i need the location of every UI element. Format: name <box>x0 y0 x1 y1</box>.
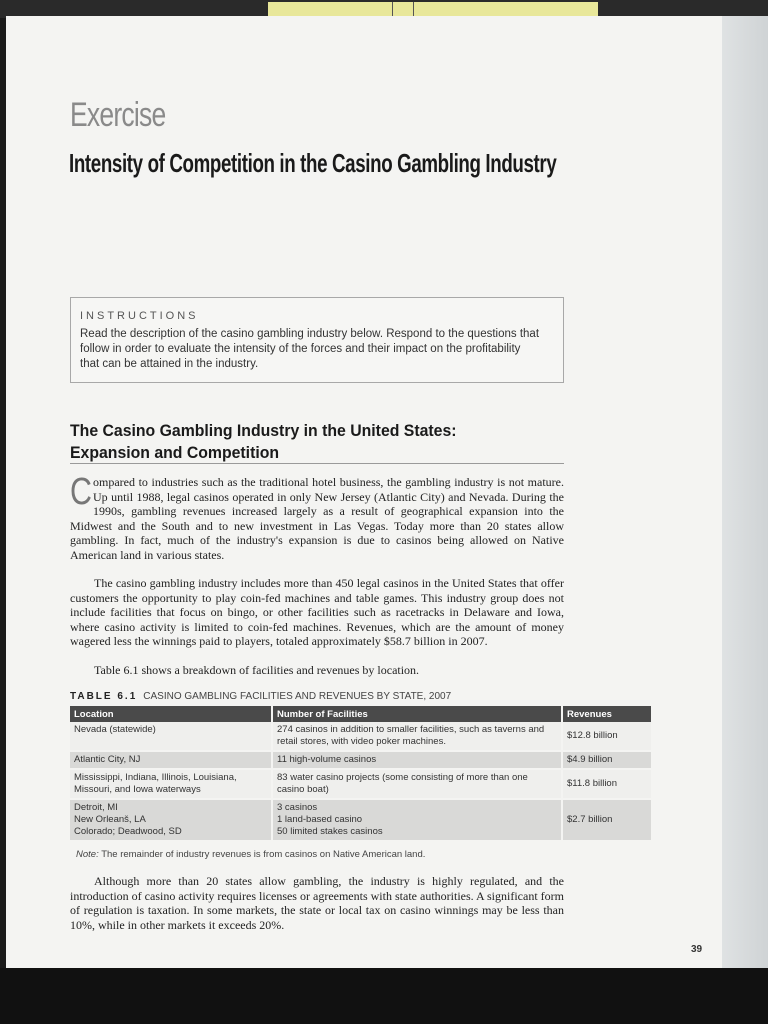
exercise-label: Exercise <box>70 96 166 134</box>
facility-line: 1 land-based casino <box>277 814 363 825</box>
instructions-text: Read the description of the casino gambling industry below. Respond to the questions that follow in order to evaluate the intensity of the forces and their impact on the profitability that can be attained in the industry. <box>80 328 540 370</box>
facilities-cell: 274 casinos in addition to smaller facilities, such as taverns and retail stores, with video poker machines. <box>272 722 562 751</box>
revenues-cell: $4.9 billion <box>562 751 651 769</box>
instructions-label: INSTRUCTIONS <box>80 310 199 322</box>
column-header: Revenues <box>562 706 651 722</box>
table-caption-text: CASINO GAMBLING FACILITIES AND REVENUES BY STATE, 2007 <box>143 691 452 702</box>
page-title: Intensity of Competition in the Casino Gambling Industry <box>69 148 557 178</box>
column-header: Location <box>70 706 272 722</box>
location-cell: Atlantic City, NJ <box>70 751 272 769</box>
scan-bottom-edge <box>0 968 768 1024</box>
drop-cap: C <box>70 471 92 513</box>
location-line: New Orleanš, LA <box>74 814 146 825</box>
facilities-cell: 83 water casino projects (some consisting of more than one casino boat) <box>272 769 562 799</box>
facilities-table <box>70 706 651 842</box>
body-paragraph: Table 6.1 shows a breakdown of facilities and revenues by location. <box>94 663 420 677</box>
table-row <box>70 751 651 769</box>
section-heading-line: The Casino Gambling Industry in the United States: <box>70 421 457 440</box>
book-page <box>6 16 722 968</box>
location-cell <box>70 799 272 841</box>
facility-line: 50 limited stakes casinos <box>277 826 383 837</box>
section-heading <box>70 420 535 464</box>
body-paragraph: The casino gambling industry includes more than 450 legal casinos in the United States that offer customers the opportunity to play coin-fed machines and table games. This industry group does not include facilities that focus on bingo, or other facilities such as racetracks in Delaware and Iowa, where casino activity is limited to coin-fed machines. Revenues, which are the amount of money wagered less the winnings paid to players, totaled approximately $58.7 billion in 2007. <box>70 576 564 649</box>
location-line: Colorado; Deadwood, SD <box>74 826 182 837</box>
page-number: 39 <box>691 944 703 955</box>
instructions-box <box>70 297 564 383</box>
table-row <box>70 722 651 751</box>
section-heading-line: Expansion and Competition <box>70 443 280 462</box>
table-number: TABLE 6.1 <box>70 691 138 702</box>
body-paragraph: Although more than 20 states allow gambling, the industry is highly regulated, and the introduction of casino activity requires licenses or agreements with state authorities. A significant form of regulation is taxation. In some markets, the state or local tax on casino winnings may be less than 10%, while in other markets it exceeds 20%. <box>70 874 564 932</box>
note-label: Note: <box>76 849 99 860</box>
revenues-cell: $11.8 billion <box>562 769 651 799</box>
table-header-row <box>70 706 651 722</box>
table-note <box>76 849 425 860</box>
facilities-cell <box>272 799 562 841</box>
location-cell: Nevada (statewide) <box>70 722 272 751</box>
table-caption <box>70 691 451 702</box>
revenues-cell: $12.8 billion <box>562 722 651 751</box>
table-row <box>70 799 651 841</box>
revenues-cell: $2.7 billion <box>562 799 651 841</box>
column-header: Number of Facilities <box>272 706 562 722</box>
note-text: The remainder of industry revenues is from casinos on Native American land. <box>101 849 426 860</box>
paragraph-text: ompared to industries such as the traditional hotel business, the gambling industry is not mature. Up until 1988, legal casinos operated in only New Jersey (Atlantic City) and Nevada. During the 1990s, gambling revenues increased largely as a result of geographical expansion into the Midwest and the South and to new investment in Las Vegas. Today more than 20 states allow gambling. In fact, much of the industry's expansion is due to casinos being allowed on Native American land in various states. <box>70 475 564 562</box>
location-cell: Mississippi, Indiana, Illinois, Louisiana, Missouri, and Iowa waterways <box>70 769 272 799</box>
section-divider <box>70 463 564 464</box>
table-row <box>70 769 651 799</box>
location-line: Detroit, MI <box>74 802 118 813</box>
adjacent-page-edge <box>722 16 768 968</box>
facilities-cell: 11 high-volume casinos <box>272 751 562 769</box>
facility-line: 3 casinos <box>277 802 318 813</box>
body-paragraph <box>70 471 564 563</box>
